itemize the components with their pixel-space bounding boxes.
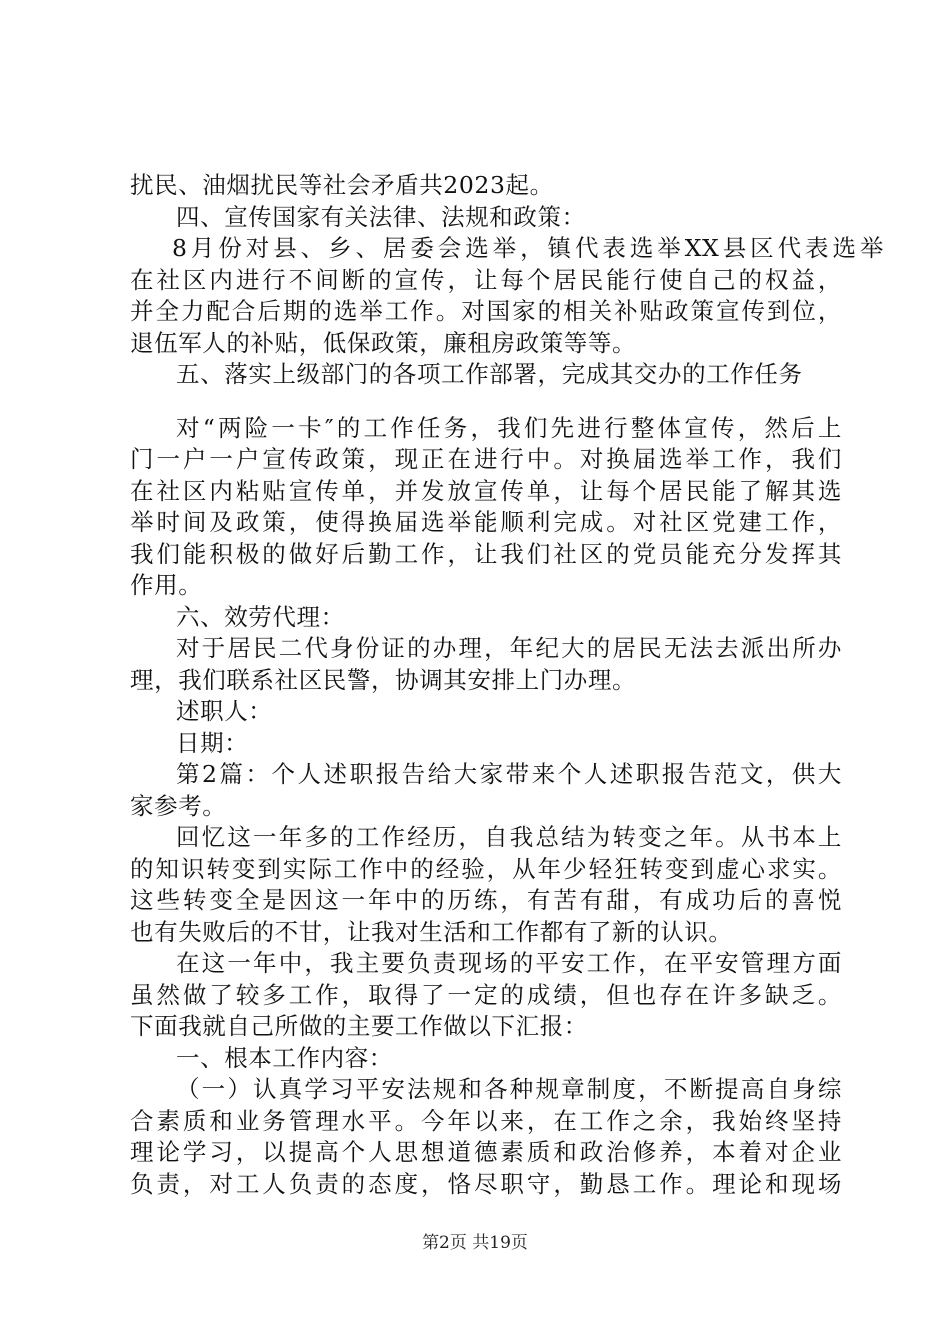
text-line: 门一户一户宣传政策，现正在进行中。对换届选举工作，我们 [130,445,842,473]
signature-label: 述职人： [176,697,273,725]
text-line: 对于居民二代身份证的办理，年纪大的居民无法去派出所办 [176,634,842,662]
text-line: 这些转变全是因这一年中的历练，有苦有甜，有成功后的喜悦 [130,886,842,914]
text-line: 8月份对县、乡、居委会选举，镇代表选举XX县区代表选举 [172,234,884,262]
text-line: 我们能积极的做好后勤工作，让我们社区的党员能充分发挥其 [130,539,842,568]
text-line: 第2篇：个人述职报告给大家带来个人述职报告范文，供大 [176,760,842,788]
text-line: 在社区内粘贴宣传单，并发放宣传单，让每个居民能了解其选 [130,476,842,505]
text-line: 合素质和业务管理水平。今年以来，在工作之余，我始终坚持 [130,1106,842,1135]
text-line: 在这一年中，我主要负责现场的平安工作，在平安管理方面 [176,949,842,977]
text-line: 理论学习，以提高个人思想道德素质和政治修养，本着对企业 [130,1138,842,1166]
text-line: 也有失败后的不甘，让我对生活和工作都有了新的认识。 [130,917,733,946]
date-label: 日期： [176,728,249,757]
text-line: 的知识转变到实际工作中的经验，从年少轻狂转变到虚心求实。 [130,854,842,883]
text-line: 并全力配合后期的选举工作。对国家的相关补贴政策宣传到位， [130,297,842,325]
text-line: 举时间及政策，使得换届选举能顺利完成。对社区党建工作， [130,508,842,536]
text-line: 虽然做了较多工作，取得了一定的成绩，但也存在许多缺乏。 [130,980,842,1009]
text-line: 在社区内进行不间断的宣传，让每个居民能行使自己的权益， [130,265,842,294]
section-heading: 四、宣传国家有关法律、法规和政策： [176,202,586,231]
section-heading: 六、效劳代理： [176,602,345,631]
text-line: （一）认真学习平安法规和各种规章制度，不断提高自身综 [176,1075,842,1103]
text-line: 回忆这一年多的工作经历，自我总结为转变之年。从书本上 [176,823,842,851]
text-line: 下面我就自己所做的主要工作做以下汇报： [130,1012,588,1040]
text-line: 负责，对工人负责的态度，恪尽职守，勤恳工作。理论和现场 [130,1169,842,1198]
text-line: 对“两险一卡″的工作任务，我们先进行整体宣传，然后上 [176,413,842,442]
section-heading: 一、根本工作内容： [176,1043,393,1072]
text-line: 家参考。 [130,791,227,820]
text-line: 退伍军人的补贴，低保政策，廉租房政策等等。 [130,328,637,357]
section-heading: 五、落实上级部门的各项工作部署，完成其交办的工作任务 [176,360,803,388]
text-line: 扰民、油烟扰民等社会矛盾共2023起。 [130,171,554,199]
page-number-footer: 第2页 共19页 [422,1233,528,1253]
text-line: 作用。 [130,571,203,599]
text-line: 理，我们联系社区民警，协调其安排上门办理。 [130,665,637,694]
